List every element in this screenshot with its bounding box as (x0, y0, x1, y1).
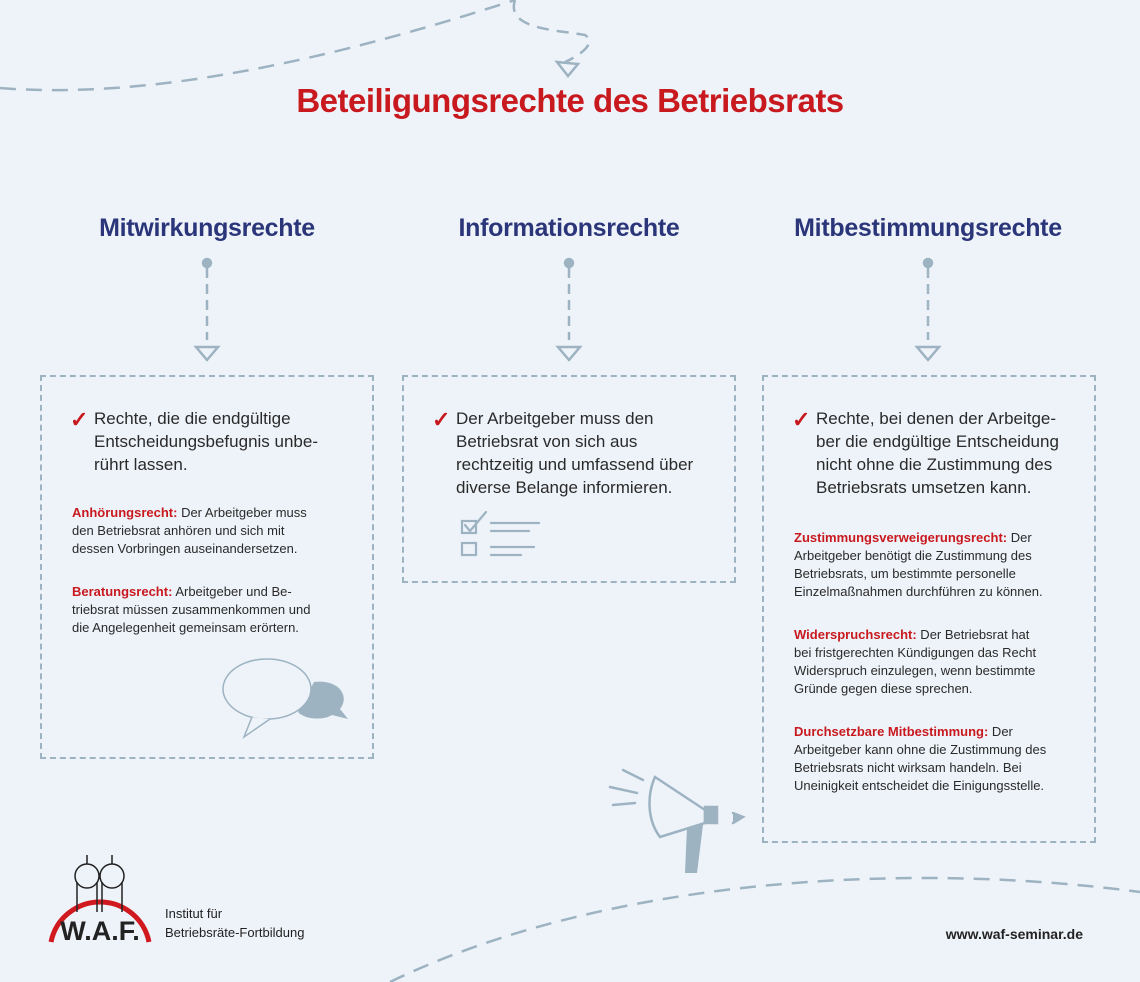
heading-mitwirkungsrechte: Mitwirkungsrechte (99, 214, 315, 242)
check-icon: ✓ (432, 407, 451, 432)
item-term: Anhörungsrecht: (72, 505, 178, 520)
heading-mitbestimmungsrechte: Mitbestimmungsrechte (794, 214, 1062, 242)
logo-line2: Betriebsräte-Fortbildung (165, 925, 305, 940)
list-item (794, 529, 1043, 601)
item-term: Beratungsrecht: (72, 584, 173, 599)
check-icon: ✓ (70, 407, 89, 432)
mitwirkungsrechte-box (40, 375, 374, 759)
item-text: Der Arbeitgeber kann ohne die Zustimmung des Betriebsrats nicht wirksam handeln. Bei Uneinigkeit entscheidet die Einigungsstelle. (794, 724, 1047, 793)
list-item (794, 723, 1046, 795)
website-link[interactable]: www.waf-seminar.de (945, 926, 1083, 942)
lead-text: Rechte, die die endgültige Entscheidungsbefugnis unbe- rührt lassen. (94, 409, 318, 474)
waf-logo (45, 852, 155, 944)
page-title: Beteiligungsrechte des Betriebsrats (296, 82, 844, 119)
checklist-icon (459, 509, 549, 561)
list-item (72, 504, 307, 558)
item-text: Arbeitgeber und Be- triebsrat müssen zusammenkommen und die Angelegenheit gemeinsam erörtern. (72, 584, 311, 635)
heading-informationsrechte: Informationsrechte (458, 214, 680, 242)
item-text: Der Betriebsrat hat bei fristgerechten Kündigungen das Recht Widerspruch einzulegen, wenn bestimmte Gründe gegen diese sprechen. (794, 627, 1037, 696)
item-term: Zustimmungsverweigerungsrecht: (794, 530, 1008, 545)
logo-caption (165, 904, 304, 942)
item-term: Widerspruchsrecht: (794, 627, 917, 642)
list-item (794, 626, 1036, 698)
informationsrechte-box (402, 375, 736, 583)
list-item (72, 583, 310, 637)
speech-bubbles-icon (222, 657, 352, 742)
item-term: Durchsetzbare Mitbestimmung: (794, 724, 989, 739)
check-icon: ✓ (792, 407, 811, 432)
item-text: Der Arbeitgeber benötigt die Zustimmung des Betriebsrats, um bestimmte personelle Einzelmaßnahmen durchführen zu können. (794, 530, 1043, 599)
logo-letters: W.A.F. (60, 916, 140, 944)
item-text: Der Arbeitgeber muss den Betriebsrat anhören und sich mit dessen Vorbringen auseinandersetzen. (72, 505, 307, 556)
lead-text: Rechte, bei denen der Arbeitge- ber die endgültige Entscheidung nicht ohne die Zustimmung des Betriebsrats umsetzen kann. (816, 409, 1059, 497)
logo-line1: Institut für (165, 906, 223, 921)
megaphone-icon (605, 765, 750, 880)
lead-text: Der Arbeitgeber muss den Betriebsrat von sich aus rechtzeitig und umfassend über diverse Belange informieren. (456, 409, 694, 497)
mitbestimmungsrechte-box (762, 375, 1096, 843)
